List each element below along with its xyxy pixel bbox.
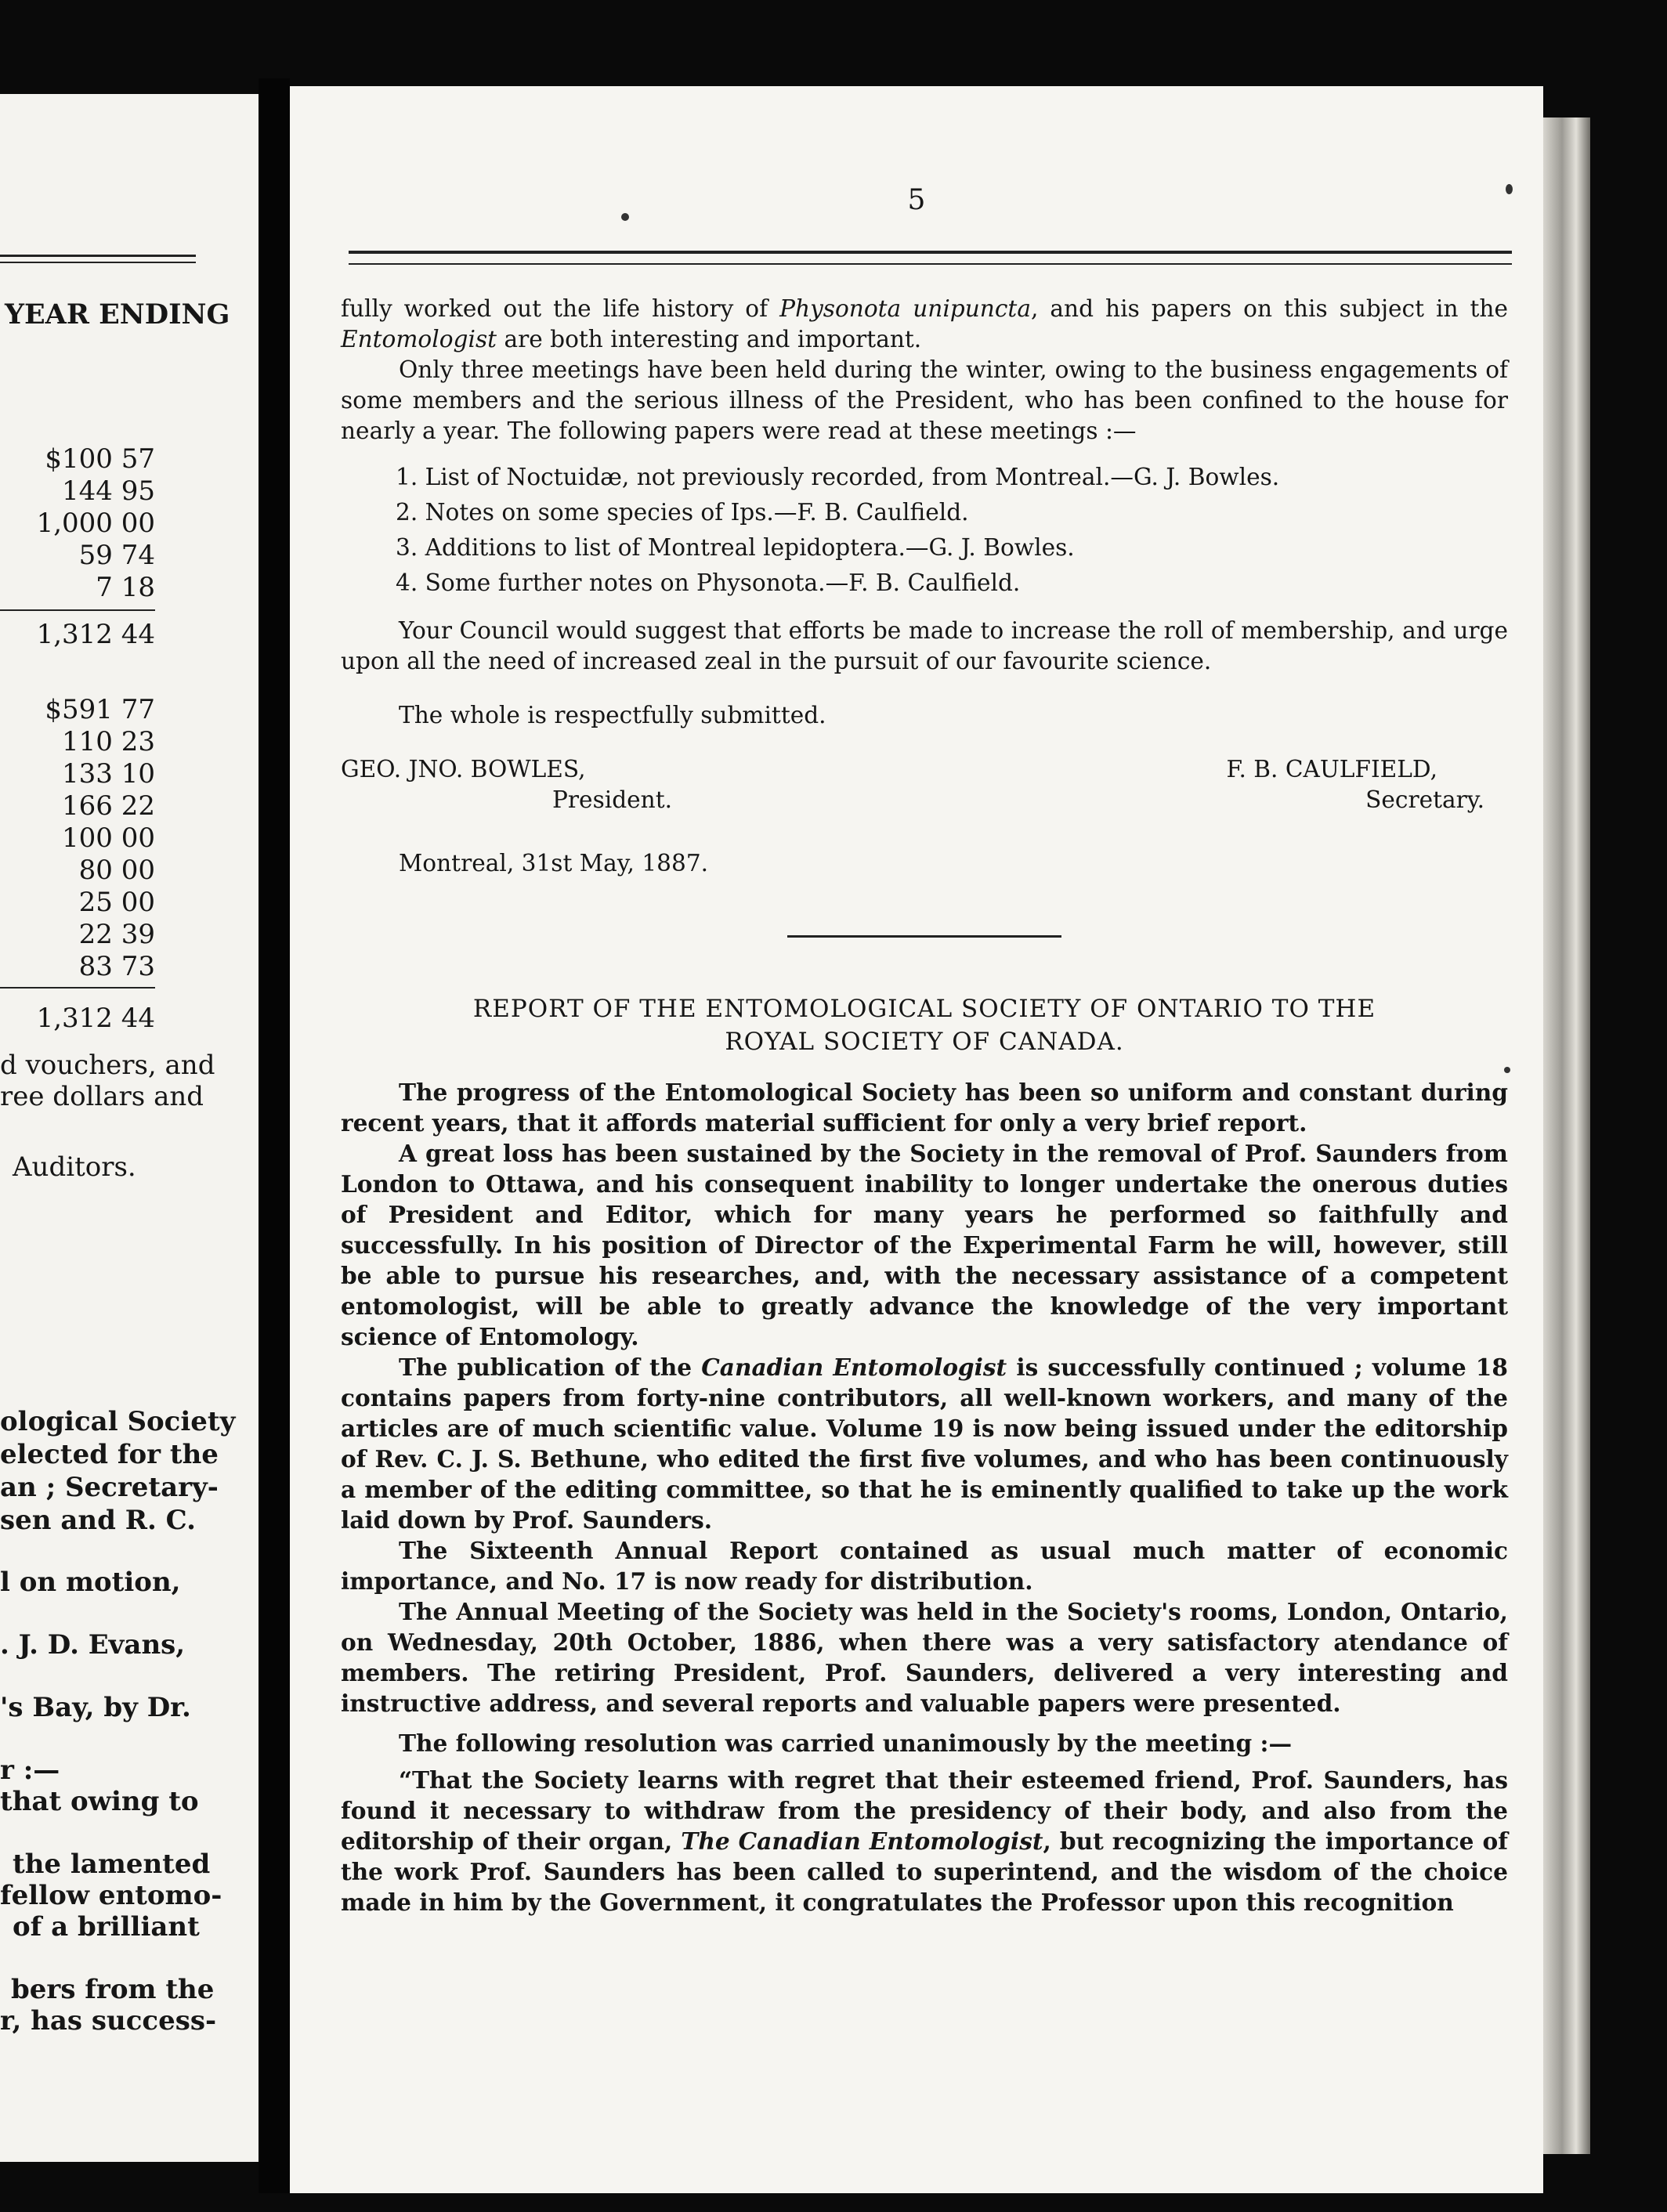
main-page [290,86,1543,2193]
left-page-text: r, has success- [0,2005,217,2037]
left-income-value: 144 95 [62,475,155,507]
secretary-signature [1227,754,1484,815]
text-run: fully worked out the life history of [341,295,780,322]
paper-list-item: 2. Notes on some species of Ips.—F. B. Caulfield. [396,499,969,526]
intro-paragraph [341,294,1508,355]
meetings-paragraph: Only three meetings have been held during the winter, owing to the business engagements of some members and the serious illness of the President, who has been confined to the house for nearly a year. The following papers were read at these meetings :— [341,356,1508,444]
signature-role: Secretary. [1365,786,1484,813]
left-page-text: bers from the [11,1974,215,2005]
text-run: are both interesting and important. [497,326,922,352]
left-page-text: fellow entomo- [0,1880,222,1911]
report-paragraph: A great loss has been sustained by the Society in the removal of Prof. Saunders from London to Ottawa, and his consequent inability to longer undertake the onerous duties of President and Editor, which for many years he performed so faithfully and successfully. In his position of Director of the Experimental Farm he will, however, still be able to pursue his researches, and, with the necessary assistance of a competent entomologist, will be able to greatly advance the knowledge of the very important science of Entomology. [341,1140,1508,1350]
place-and-date: Montreal, 31st May, 1887. [399,850,709,876]
left-income-value: 1,000 00 [36,508,155,539]
section-divider [787,935,1061,938]
left-expense-value: 110 23 [62,726,155,757]
left-expense-value: $591 77 [45,694,155,725]
signature-block [341,754,1508,825]
left-expense-total: 1,312 44 [36,1003,155,1034]
signature-name: F. B. CAULFIELD, [1226,756,1437,783]
report-paragraph: The Sixteenth Annual Report contained as usual much matter of economic importance, and No. 17 is now ready for distribution. [341,1537,1508,1595]
left-page-text: the lamented [13,1849,211,1880]
report-paragraph [341,1352,1508,1535]
left-page-text: . J. D. Evans, [0,1629,186,1661]
report-title [341,992,1508,1058]
paper-list-item: 3. Additions to list of Montreal lepidoptera.—G. J. Bowles. [396,534,1075,561]
left-expense-value: 80 00 [78,855,155,886]
left-expense-value: 166 22 [62,790,155,822]
report-title-line: REPORT OF THE ENTOMOLOGICAL SOCIETY OF ONTARIO TO THE [472,995,1376,1023]
left-page-text: d vouchers, and [0,1050,215,1081]
header-double-rule [349,251,1512,265]
left-page-heading: YEAR ENDING [5,298,230,331]
book-gutter [259,78,290,2193]
page-content [341,294,1508,1917]
left-page-text: elected for the [0,1439,219,1470]
text-run: , but recognizing the importance of the work Prof. Saunders has been called to superintend, and the wisdom of the choice made in him by the Government, it congratulates the Professor upon this recognition [341,1827,1508,1916]
signature-name: GEO. JNO. BOWLES, [341,756,586,783]
text-run: The publication of the [399,1354,702,1381]
left-expense-value: 83 73 [78,951,155,982]
scan-speck [1506,184,1513,194]
species-name: Physonota unipuncta [779,295,1031,322]
left-page-text: l on motion, [0,1567,181,1598]
left-income-total: 1,312 44 [36,619,155,650]
left-page-rule [0,255,196,257]
left-expense-value: 100 00 [62,822,155,854]
left-expense-value: 22 39 [78,919,155,950]
left-income-value: 7 18 [96,572,155,603]
left-page-text: ree dollars and [0,1081,204,1112]
president-signature [341,754,672,815]
resolution-paragraph [341,1765,1508,1917]
paper-list-item: 1. List of Noctuidæ, not previously recorded, from Montreal.—G. J. Bowles. [396,464,1280,490]
council-paragraph: Your Council would suggest that efforts be made to increase the roll of membership, and urge upon all the need of increased zeal in the pursuit of our favourite science. [341,617,1508,674]
report-paragraph: The Annual Meeting of the Society was held in the Society's rooms, London, Ontario, on Wednesday, 20th October, 1886, when there was a very satisfactory atendance of members. The retiring President, Prof. Saunders, delivered a very interesting and instructive address, and several reports and valuable papers were presented. [341,1598,1508,1717]
paper-list-item: 4. Some further notes on Physonota.—F. B. Caulfield. [396,569,1021,596]
page-number: 5 [907,184,926,216]
left-page-text: an ; Secretary- [0,1472,219,1503]
left-income-value: $100 57 [45,443,155,475]
scan-speck [1504,1067,1510,1073]
left-income-value: 59 74 [78,540,155,571]
submitted-line: The whole is respectfully submitted. [399,702,826,728]
left-page-text: sen and R. C. [0,1505,196,1536]
page-edge [1543,117,1590,2154]
report-title-line: ROYAL SOCIETY OF CANADA. [725,1028,1124,1056]
left-page-text: 's Bay, by Dr. [0,1692,191,1723]
left-page-text: of a brilliant [13,1911,200,1943]
left-expense-value: 25 00 [78,887,155,918]
scan-speck [621,213,629,221]
left-total-rule [0,987,155,989]
left-page-text: r :— [0,1755,60,1786]
left-page-text: ological Society [0,1406,236,1437]
signature-role: President. [552,786,673,813]
report-paragraph: The progress of the Entomological Society has been so uniform and constant during recent years, that it affords material sufficient for only a very brief report. [341,1079,1508,1137]
text-run: is successfully continued ; volume 18 contains papers from forty-nine contributors, all well-known workers, and many of the articles are of much scientific value. Volume 19 is now being issued under the editorship of Rev. C. J. S. Bethune, who edited the first five volumes, and who has been continuously a member of the editing committee, so that he is eminently qualified to take up the work laid down by Prof. Saunders. [341,1354,1508,1534]
text-run: “That the Society learns with regret that their esteemed friend, Prof. Saunders, has found it necessary to withdraw from the presidency of their body, and also from the editorship of their organ, [341,1766,1508,1855]
text-run: , and his papers on this subject in the [1030,295,1508,322]
journal-name: Canadian Entomologist [701,1354,1007,1381]
left-page-text: Auditors. [13,1151,136,1183]
left-page-rule [0,262,196,263]
previous-page-fragment [0,94,259,2162]
journal-name: Entomologist [341,326,497,352]
left-expense-value: 133 10 [62,758,155,790]
report-paragraph: The following resolution was carried unanimously by the meeting :— [399,1729,1293,1757]
journal-name: The Canadian Entomologist [681,1827,1043,1855]
left-total-rule [0,609,155,611]
left-page-text: that owing to [0,1786,199,1817]
